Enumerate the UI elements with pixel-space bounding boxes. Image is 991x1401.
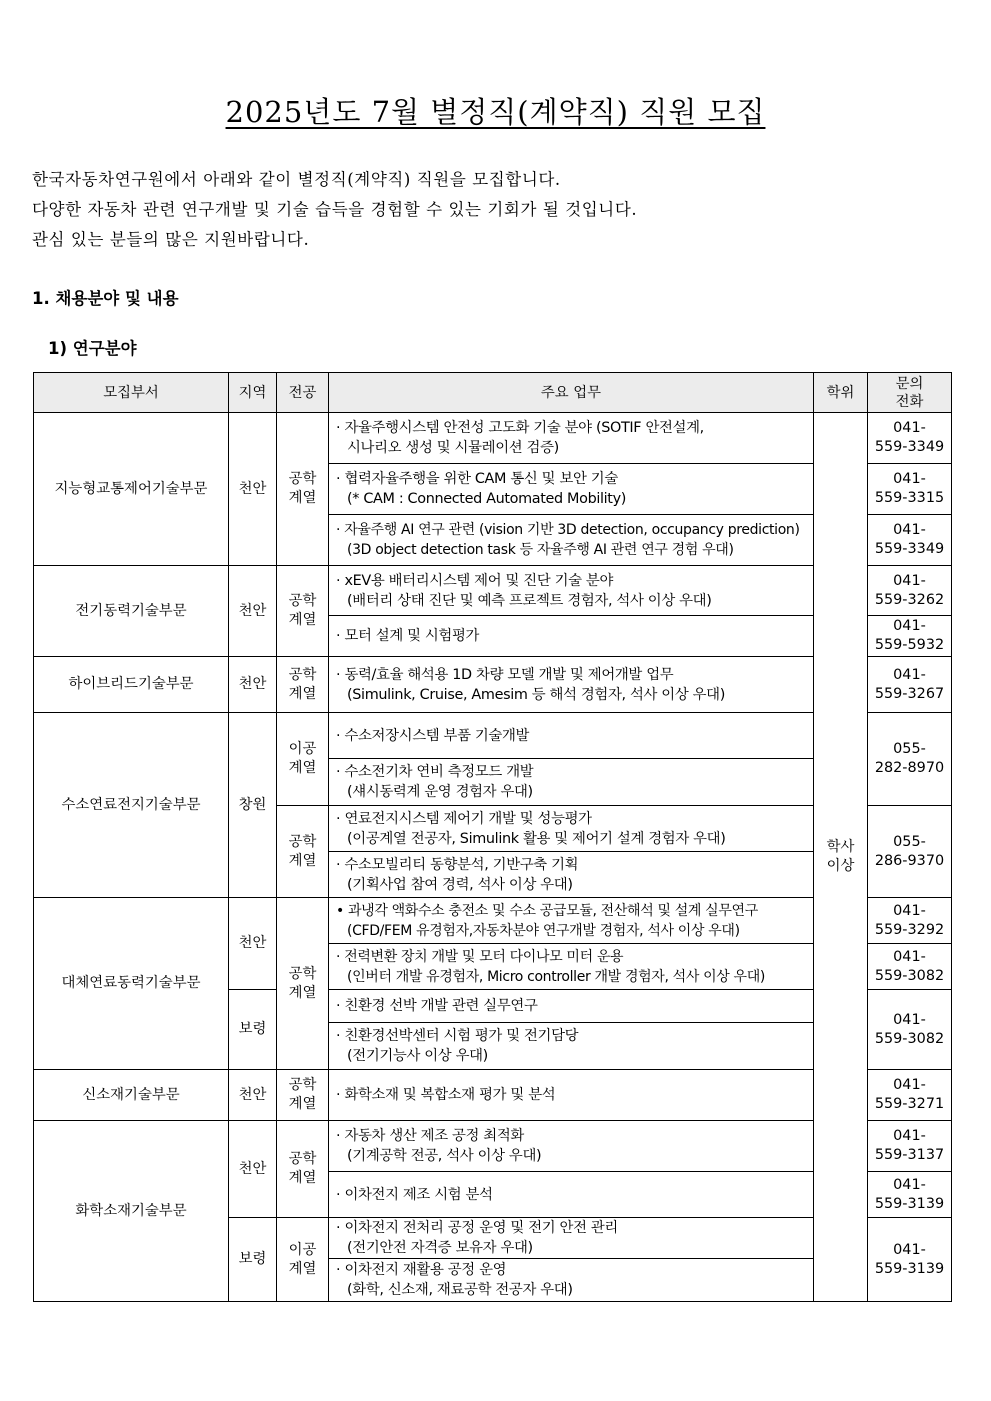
duty-line: · 수소전기차 연비 측정모드 개발 [336,764,534,780]
major-cell [277,1070,329,1121]
duty-cell [329,852,814,898]
duty-line: · 이차전지 제조 시험 분석 [336,1186,493,1203]
header-contact [868,373,952,413]
major-line: 계열 [288,1260,317,1277]
phone-line: 041- [893,1011,926,1028]
major-line: 계열 [288,760,317,776]
duty-cell [329,1070,814,1121]
duty-line: · 이차전지 재활용 공정 운영 [336,1262,507,1278]
header-row [34,373,952,413]
intro-line: 한국자동차연구원에서 아래와 같이 별정직(계약직) 직원을 모집합니다. [32,170,561,189]
major-line: 공학 [288,666,317,683]
duty-cell [329,515,814,566]
phone-cell [868,806,952,898]
dept-cell: 전기동력기술부문 [34,566,229,657]
phone-cell [868,898,952,944]
phone-line: 559-3349 [874,439,945,455]
major-line: 계열 [288,612,317,628]
major-cell [277,566,329,657]
phone-cell [868,515,952,566]
duty-line: (CFD/FEM 유경험자,자동차분야 연구개발 경험자, 석사 이상 우대) [347,922,740,939]
duty-cell [329,759,814,806]
major-line: 계열 [288,685,317,702]
phone-line: 041- [893,1128,926,1144]
phone-line: 559-5932 [874,637,945,653]
degree-line: 이상 [826,858,855,874]
dept-cell: 신소재기술부문 [34,1070,229,1121]
phone-line: 041- [893,471,926,487]
duty-cell [329,1259,814,1302]
major-line: 계열 [288,1096,317,1112]
phone-line: 041- [893,1176,926,1193]
duty-line: · 친환경선박센터 시험 평가 및 전기담당 [336,1028,579,1044]
region-cell: 천안 [229,898,277,990]
duty-cell [329,806,814,852]
phone-line: 286-9370 [874,852,945,869]
major-line: 공학 [288,593,317,609]
duty-line: · 화학소재 및 복합소재 평가 및 분석 [336,1087,556,1103]
header-major: 전공 [277,373,329,413]
major-cell [277,898,329,1070]
header-duty: 주요 업무 [329,373,814,413]
major-line: 공학 [288,833,317,850]
duty-line: (Simulink, Cruise, Amesim 등 해석 경험자, 석사 이상 우대) [347,686,726,703]
duty-line: · 협력자율주행을 위한 CAM 통신 및 보안 기술 [336,471,618,487]
major-line: 계열 [288,490,317,506]
subsection-heading: 1) 연구분야 [48,339,137,358]
page-title: 2025년도 7월 별정직(계약직) 직원 모집 [225,95,766,129]
page-title-wrap [0,90,991,131]
phone-cell [868,713,952,806]
duty-line: · 자동차 생산 제조 공정 최적화 [336,1128,524,1144]
degree-line: 학사 [826,839,855,855]
duty-cell [329,1218,814,1259]
duty-line: · 자율주행 AI 연구 관련 (vision 기반 3D detection, occupancy prediction) [336,522,800,538]
major-line: 계열 [288,984,317,1001]
recruitment-table [33,372,952,1302]
header-degree: 학위 [814,373,868,413]
duty-line: · 수소모빌리티 동향분석, 기반구축 기획 [336,856,579,873]
phone-cell [868,616,952,657]
duty-line: (배터리 상태 진단 및 예측 프로젝트 경험자, 석사 이상 우대) [347,592,712,609]
header-contact-line: 전화 [895,393,924,410]
duty-line: • 과냉각 액화수소 충전소 및 수소 공급모듈, 전산해석 및 설계 실무연구 [336,902,758,919]
major-line: 공학 [288,1151,317,1167]
duty-line: (3D object detection task 등 자율주행 AI 관련 연구 경험 우대) [347,542,734,558]
phone-line: 055- [893,833,926,850]
intro-line: 다양한 자동차 관련 연구개발 및 기술 습득을 경험할 수 있는 기회가 될 것입니다. [32,200,638,219]
duty-line: · 모터 설계 및 시험평가 [336,628,480,644]
region-cell: 창원 [229,713,277,898]
duty-line: (전기안전 자격증 보유자 우대) [347,1240,533,1256]
duty-cell [329,1172,814,1218]
duty-line: (기계공학 전공, 석사 이상 우대) [347,1148,542,1164]
major-line: 공학 [288,965,317,982]
intro-line: 관심 있는 분들의 많은 지원바랍니다. [32,230,310,249]
dept-cell: 지능형교통제어기술부문 [34,413,229,566]
duty-line: (인버터 개발 유경험자, Micro controller 개발 경험자, 석사 이상 우대) [347,968,766,985]
duty-line: (기획사업 참여 경력, 석사 이상 우대) [347,876,573,893]
phone-cell [868,990,952,1070]
region-cell: 보령 [229,1218,277,1302]
duty-line: (섀시동력계 운영 경험자 우대) [347,784,533,800]
duty-cell [329,464,814,515]
major-line: 공학 [288,471,317,487]
duty-cell [329,616,814,657]
phone-cell [868,1218,952,1302]
region-cell: 천안 [229,1121,277,1218]
dept-cell: 수소연료전지기술부문 [34,713,229,898]
region-cell: 천안 [229,566,277,657]
duty-line: · 전력변환 장치 개발 및 모터 다이나모 미터 운용 [336,948,624,965]
section-heading: 1. 채용분야 및 내용 [32,289,179,308]
table-row [34,413,952,464]
duty-cell [329,566,814,616]
duty-line: · 동력/효율 해석용 1D 차량 모델 개발 및 제어개발 업무 [336,666,674,683]
duty-cell [329,413,814,464]
duty-line: · 연료전지시스템 제어기 개발 및 성능평가 [336,810,592,827]
phone-cell [868,464,952,515]
duty-line: · 친환경 선박 개발 관련 실무연구 [336,998,538,1014]
major-cell [277,1218,329,1302]
phone-cell [868,1121,952,1172]
phone-line: 041- [893,948,926,965]
duty-cell [329,1023,814,1070]
phone-line: 041- [893,522,926,538]
phone-line: 559-3137 [874,1147,945,1163]
major-cell [277,657,329,713]
phone-cell [868,566,952,616]
duty-line: · 자율주행시스템 안전성 고도화 기술 분야 (SOTIF 안전설계, [336,420,704,436]
phone-line: 559-3292 [874,921,945,938]
header-region: 지역 [229,373,277,413]
duty-line: · 수소저장시스템 부품 기술개발 [336,727,530,744]
phone-line: 041- [893,1241,926,1258]
phone-line: 041- [893,1077,926,1093]
duty-line: · 이차전지 전처리 공정 운영 및 전기 안전 관리 [336,1220,618,1236]
phone-line: 559-3349 [874,541,945,557]
phone-line: 559-3082 [874,1030,945,1047]
major-line: 이공 [288,741,317,757]
phone-line: 041- [893,420,926,436]
phone-line: 559-3315 [874,490,945,506]
phone-line: 055- [893,741,926,757]
dept-cell: 화학소재기술부문 [34,1121,229,1302]
region-cell: 보령 [229,990,277,1070]
duty-line: (화학, 신소재, 재료공학 전공자 우대) [347,1282,573,1298]
region-cell: 천안 [229,657,277,713]
phone-line: 559-3082 [874,967,945,984]
phone-cell [868,944,952,990]
duty-line: · xEV용 배터리시스템 제어 및 진단 기술 분야 [336,572,614,589]
duty-cell [329,944,814,990]
major-cell [277,806,329,898]
duty-line: (이공계열 전공자, Simulink 활용 및 제어기 설계 경험자 우대) [347,830,726,847]
major-line: 계열 [288,852,317,869]
phone-line: 041- [893,902,926,919]
region-cell: 천안 [229,1070,277,1121]
duty-cell [329,657,814,713]
duty-cell [329,990,814,1023]
duty-cell [329,1121,814,1172]
header-dept: 모집부서 [34,373,229,413]
phone-line: 559-3139 [874,1195,945,1212]
major-cell [277,1121,329,1218]
phone-line: 041- [893,666,926,683]
phone-cell [868,1070,952,1121]
phone-line: 559-3271 [874,1096,945,1112]
region-cell: 천안 [229,413,277,566]
duty-cell [329,898,814,944]
duty-line: (전기기능사 이상 우대) [347,1048,488,1064]
intro-paragraph [32,165,637,255]
phone-cell [868,1172,952,1218]
major-line: 공학 [288,1077,317,1093]
dept-cell: 대체연료동력기술부문 [34,898,229,1070]
phone-cell [868,413,952,464]
phone-line: 282-8970 [874,760,945,776]
dept-cell: 하이브리드기술부문 [34,657,229,713]
phone-line: 041- [893,572,926,589]
phone-line: 559-3262 [874,591,945,608]
major-line: 계열 [288,1170,317,1186]
duty-line: (* CAM : Connected Automated Mobility) [347,491,627,507]
duty-cell [329,713,814,759]
phone-cell [868,657,952,713]
header-contact-line: 문의 [895,375,924,392]
phone-line: 559-3139 [874,1260,945,1277]
major-cell [277,713,329,806]
major-line: 이공 [288,1241,317,1258]
major-cell [277,413,329,566]
duty-line: 시나리오 생성 및 시뮬레이션 검증) [347,440,559,456]
phone-line: 559-3267 [874,685,945,702]
phone-line: 041- [893,618,926,634]
degree-cell [814,413,868,1302]
